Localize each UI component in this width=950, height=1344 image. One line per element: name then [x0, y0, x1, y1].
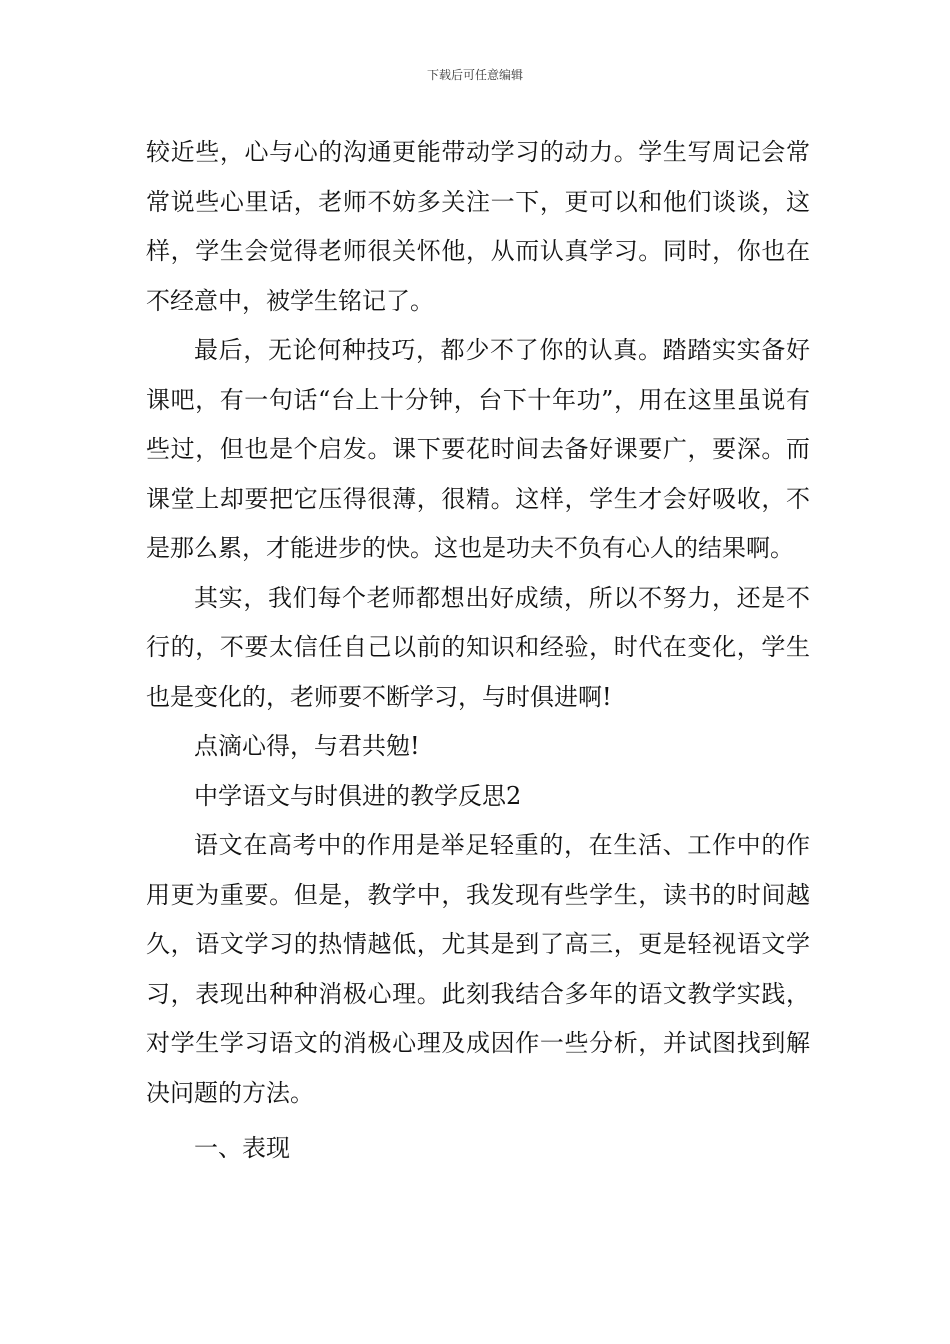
document-body [146, 128, 810, 1174]
paragraph-intro: 语文在高考中的作用是举足轻重的，在生活、工作中的作用更为重要。但是，教学中，我发现有些学生，读书的时间越久，语文学习的热情越低，尤其是到了高三，更是轻视语文学习，表现出种种消极心理。此刻我结合多年的语文教学实践，对学生学习语文的消极心理及成因作一些分析，并试图找到解决问题的方法。 [146, 831, 810, 1107]
paragraph-learning: 其实，我们每个老师都想出好成绩，所以不努力，还是不行的，不要太信任自己以前的知识和经验，时代在变化，学生也是变化的，老师要不断学习，与时俱进啊! [146, 583, 810, 711]
paragraph-preparation: 最后，无论何种技巧，都少不了你的认真。踏踏实实备好课吧，有一句话“台上十分钟，台下十年功”，用在这里虽说有些过，但也是个启发。课下要花时间去备好课要广，要深。而课堂上却要把它压得很薄，很精。这样，学生才会好吸收，不是那么累，才能进步的快。这也是功夫不负有心人的结果啊。 [146, 336, 810, 562]
paragraph-continuation: 较近些，心与心的沟通更能带动学习的动力。学生写周记会常常说些心里话，老师不妨多关注一下，更可以和他们谈谈，这样，学生会觉得老师很关怀他，从而认真学习。同时，你也在不经意中，被学生铭记了。 [146, 138, 810, 315]
section-heading-1: 一、表现 [194, 1134, 290, 1162]
section-title: 中学语文与时俱进的教学反思2 [194, 781, 522, 810]
page-header: 下载后可任意编辑 [426, 68, 523, 82]
paragraph-closing: 点滴心得，与君共勉! [194, 732, 420, 760]
